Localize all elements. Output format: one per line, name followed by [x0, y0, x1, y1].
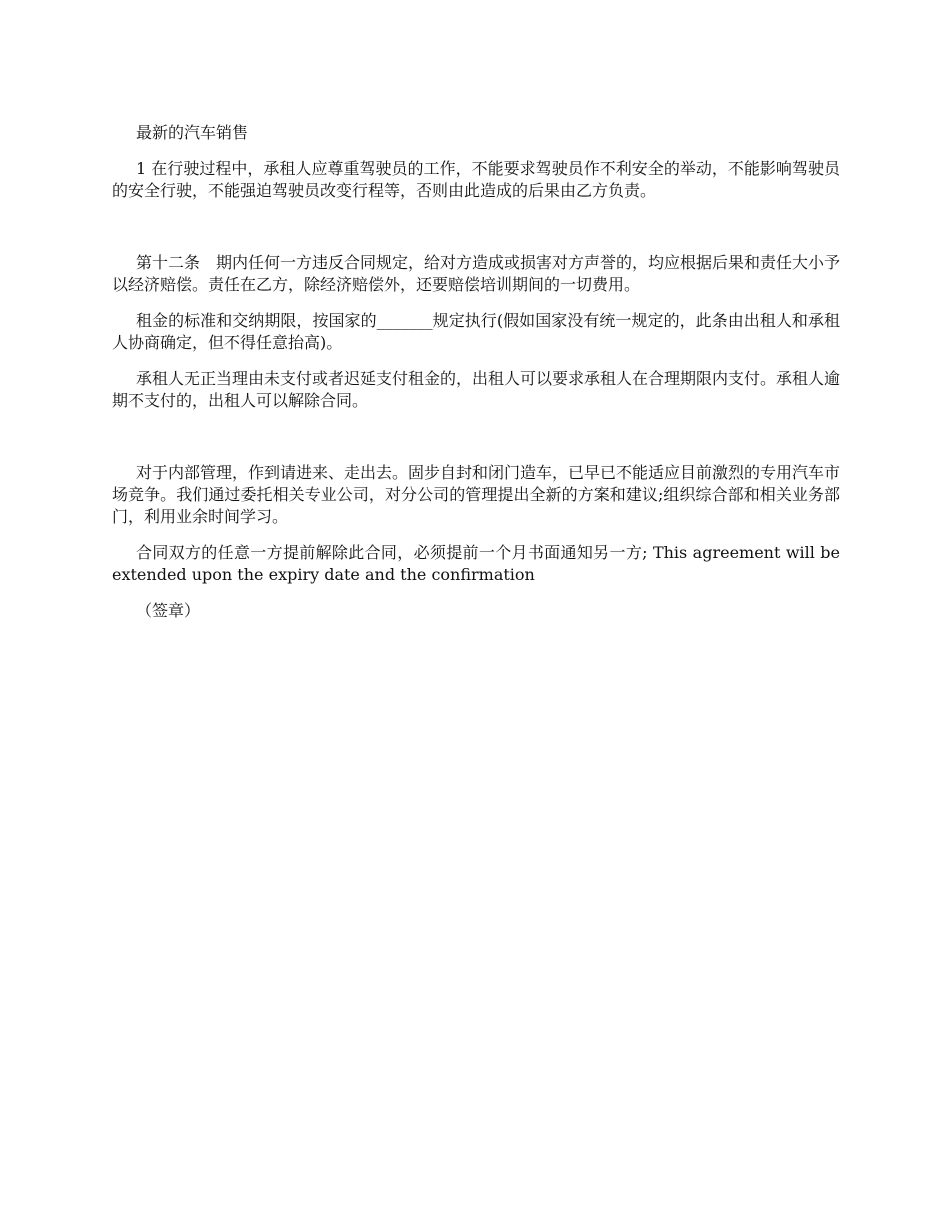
paragraph-internal-management: 对于内部管理，作到请进来、走出去。固步自封和闭门造车，已早已不能适应目前激烈的专用汽车市场竞争。我们通过委托相关专业公司，对分公司的管理提出全新的方案和建议;组织综合部和相关业务部门，利用业余时间学习。 — [112, 463, 841, 526]
signature-seal-label: （签章） — [136, 601, 201, 620]
paragraph-rent-payment: 承租人无正当理由未支付或者迟延支付租金的，出租人可以要求承租人在合理期限内支付。承租人逾期不支付的，出租人可以解除合同。 — [112, 369, 841, 410]
document-heading: 最新的汽车销售 — [136, 123, 249, 142]
paragraph-driver-conduct: 1 在行驶过程中，承租人应尊重驾驶员的工作，不能要求驾驶员作不利安全的举动，不能影响驾驶员的安全行驶，不能强迫驾驶员改变行程等，否则由此造成的后果由乙方负责。 — [112, 159, 840, 200]
paragraph-article-twelve: 第十二条 期内任何一方违反合同规定，给对方造成或损害对方声誉的，均应根据后果和责任大小予以经济赔偿。责任在乙方，除经济赔偿外，还要赔偿培训期间的一切费用。 — [112, 253, 841, 294]
spacer — [112, 216, 840, 252]
paragraph-rent-standard: 租金的标准和交纳期限，按国家的_______规定执行(假如国家没有统一规定的，此条由出租人和承租人协商确定，但不得任意抬高)。 — [112, 311, 840, 352]
paragraph-termination-notice: 合同双方的任意一方提前解除此合同，必须提前一个月书面通知另一方; This agreement will be extended upon the expiry date and the confirmation — [112, 543, 840, 584]
document-page — [112, 122, 840, 636]
spacer — [112, 426, 840, 462]
